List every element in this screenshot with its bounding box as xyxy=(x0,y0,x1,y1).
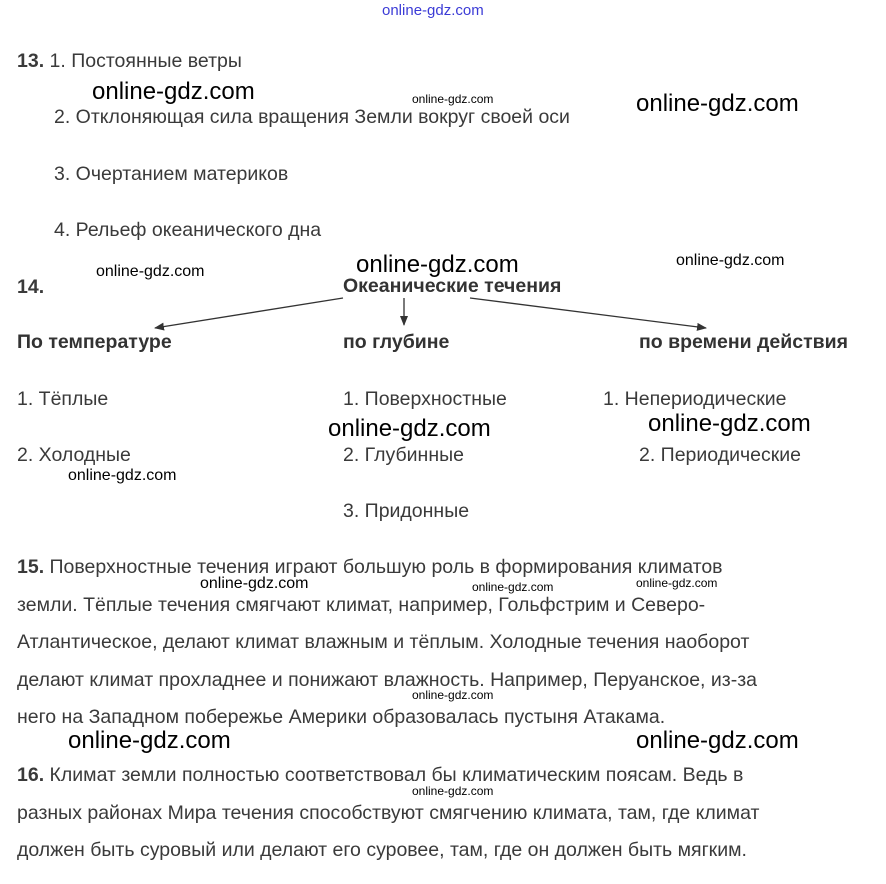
q13-number: 13. xyxy=(17,50,45,72)
watermark: online-gdz.com xyxy=(412,92,494,106)
q14-number: 14. xyxy=(17,276,45,298)
watermark: online-gdz.com xyxy=(676,252,785,269)
time-item-1: 1. Непериодические xyxy=(603,388,787,410)
watermark: online-gdz.com xyxy=(328,415,491,442)
watermark-top: online-gdz.com xyxy=(382,2,484,19)
depth-item-1: 1. Поверхностные xyxy=(343,388,507,410)
q15-number: 15. xyxy=(17,556,45,578)
q13-item-2: 2. Отклоняющая сила вращения Земли вокруг своей оси xyxy=(54,106,570,128)
q15-line-1: 15. Поверхностные течения играют большую роль в формирования климатов xyxy=(17,556,723,578)
watermark: online-gdz.com xyxy=(472,580,554,594)
watermark: online-gdz.com xyxy=(68,467,177,484)
column-time-heading: по времени действия xyxy=(639,331,849,353)
q15-line-2: земли. Тёплые течения смягчают климат, например, Гольфстрим и Северо- xyxy=(17,593,706,616)
watermark: online-gdz.com xyxy=(200,575,309,592)
depth-item-2: 2. Глубинные xyxy=(343,444,464,466)
q16-number: 16. xyxy=(17,764,45,786)
watermark: online-gdz.com xyxy=(648,410,811,437)
watermark: online-gdz.com xyxy=(412,784,494,798)
q16-paragraph xyxy=(17,757,857,870)
q14-title: Океанические течения xyxy=(343,275,562,297)
depth-item-3: 3. Придонные xyxy=(343,500,470,522)
q16-line-2: разных районах Мира течения способствуют смягчению климата, там, где климат xyxy=(17,801,760,824)
watermark: online-gdz.com xyxy=(636,727,799,754)
column-depth-heading: по глубине xyxy=(343,331,450,353)
watermark: online-gdz.com xyxy=(636,576,718,590)
q16-line-1: 16. Климат земли полностью соответствовал бы климатическим поясам. Ведь в xyxy=(17,764,744,786)
q15-line-4: делают климат прохладнее и понижают влажность. Например, Перуанское, из-за xyxy=(17,668,758,691)
column-temperature-heading: По температуре xyxy=(17,331,172,353)
q16-line-3: должен быть суровый или делают его суровее, там, где он должен быть мягким. xyxy=(17,839,747,861)
temperature-item-2: 2. Холодные xyxy=(17,444,131,466)
q15-paragraph xyxy=(17,549,857,737)
watermark: online-gdz.com xyxy=(92,78,255,105)
temperature-item-1: 1. Тёплые xyxy=(17,388,109,410)
watermark: online-gdz.com xyxy=(412,688,494,702)
watermark: online-gdz.com xyxy=(356,251,519,278)
q15-line-5: него на Западном побережье Америки образовалась пустыня Атакама. xyxy=(17,706,666,728)
q13-item-1: 1. Постоянные ветры xyxy=(49,50,242,72)
arrow-to-temperature xyxy=(155,298,343,328)
time-item-2: 2. Периодические xyxy=(639,444,801,466)
q13-item-4: 4. Рельеф океанического дна xyxy=(54,219,322,241)
q13-item-3: 3. Очертанием материков xyxy=(54,163,289,185)
q15-line-3: Атлантическое, делают климат влажным и тёплым. Холодные течения наоборот xyxy=(17,631,750,653)
watermark: online-gdz.com xyxy=(68,727,231,754)
watermark: online-gdz.com xyxy=(96,263,205,280)
watermark: online-gdz.com xyxy=(636,90,799,117)
arrow-to-time xyxy=(470,298,706,328)
